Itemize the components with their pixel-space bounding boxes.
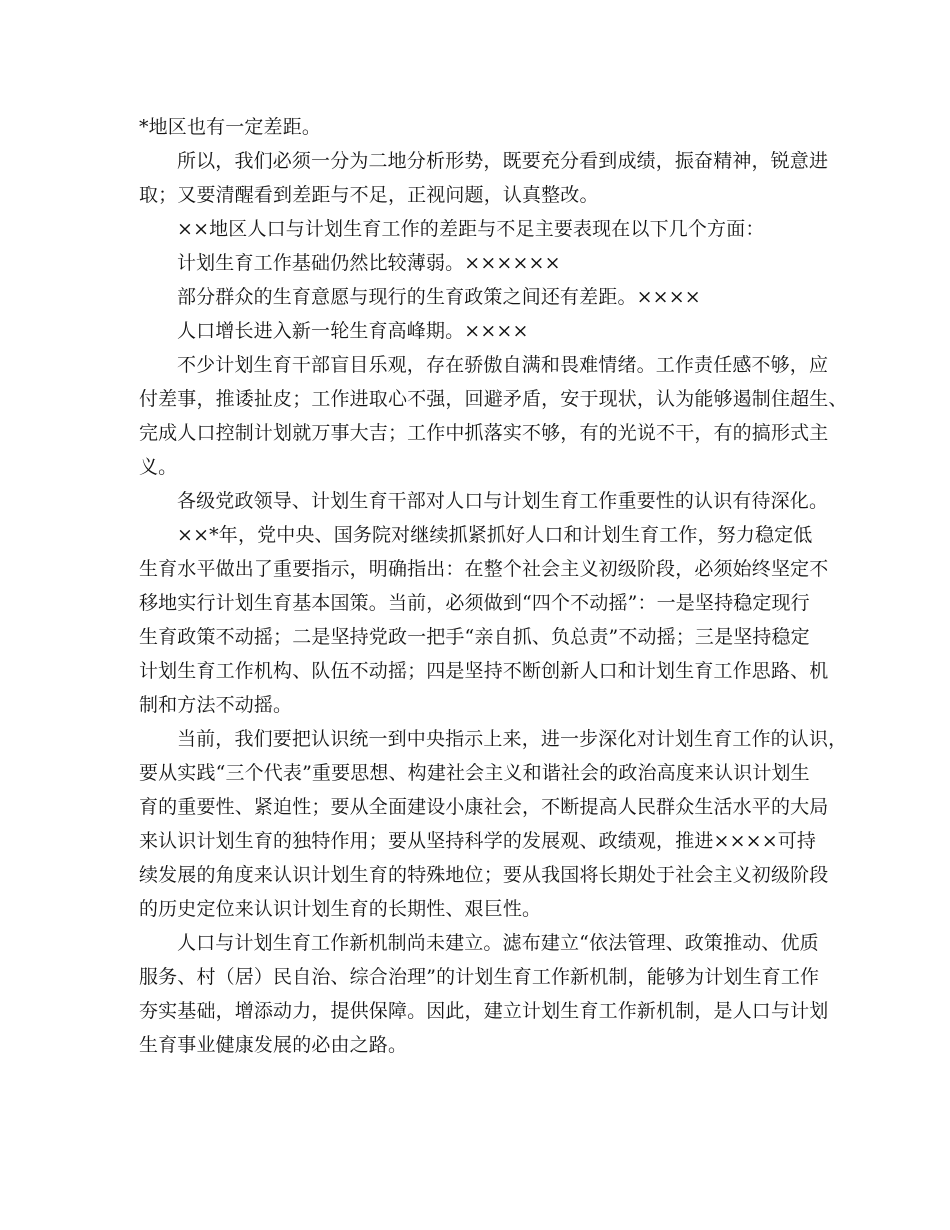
text-line: 制和方法不动摇。 bbox=[139, 694, 293, 716]
text-line: 计划生育工作基础仍然比较薄弱。×××××× bbox=[177, 252, 561, 274]
text-line: 来认识计划生育的独特作用；要从坚持科学的发展观、政绩观，推进××××可持 bbox=[139, 830, 817, 852]
text-line: 育的重要性、紧迫性；要从全面建设小康社会，不断提高人民群众生活水平的大局 bbox=[139, 796, 829, 818]
text-line: 当前，我们要把认识统一到中央指示上来，进一步深化对计划生育工作的认识， bbox=[177, 728, 848, 750]
text-line: 各级党政领导、计划生育干部对人口与计划生育工作重要性的认识有待深化。 bbox=[177, 490, 829, 512]
text-line: 人口增长进入新一轮生育高峰期。×××× bbox=[177, 320, 529, 342]
text-line: 服务、村（居）民自治、综合治理”的计划生育工作新机制，能够为计划生育工作 bbox=[139, 966, 820, 988]
text-line: ××*年，党中央、国务院对继续抓紧抓好人口和计划生育工作，努力稳定低 bbox=[177, 524, 813, 546]
text-line: ××地区人口与计划生育工作的差距与不足主要表现在以下几个方面： bbox=[177, 218, 765, 240]
text-line: 计划生育工作机构、队伍不动摇；四是坚持不断创新人口和计划生育工作思路、机 bbox=[139, 660, 829, 682]
text-line: 取；又要清醒看到差距与不足，正视问题，认真整改。 bbox=[139, 184, 599, 206]
text-line: 部分群众的生育意愿与现行的生育政策之间还有差距。×××× bbox=[177, 286, 701, 308]
text-line: 完成人口控制计划就万事大吉；工作中抓落实不够，有的光说不干，有的搞形式主 bbox=[139, 422, 829, 444]
text-line: 生育水平做出了重要指示，明确指出：在整个社会主义初级阶段，必须始终坚定不 bbox=[139, 558, 829, 580]
text-line: 生育政策不动摇；二是坚持党政一把手“亲自抓、负总责”不动摇；三是坚持稳定 bbox=[139, 626, 810, 648]
text-line: 夯实基础，增添动力，提供保障。因此，建立计划生育工作新机制，是人口与计划 bbox=[139, 1000, 829, 1022]
text-line: 义。 bbox=[139, 456, 178, 478]
document-body bbox=[139, 110, 848, 1062]
text-line: 要从实践“三个代表”重要思想、构建社会主义和谐社会的政治高度来认识计划生 bbox=[139, 762, 810, 784]
text-line: 人口与计划生育工作新机制尚未建立。滤布建立“依法管理、政策推动、优质 bbox=[177, 932, 819, 954]
text-line: 付差事，推诿扯皮；工作进取心不强，回避矛盾，安于现状，认为能够遏制住超生、 bbox=[139, 388, 848, 410]
text-line: 生育事业健康发展的必由之路。 bbox=[139, 1034, 408, 1056]
text-line: 移地实行计划生育基本国策。当前，必须做到“四个不动摇”：一是坚持稳定现行 bbox=[139, 592, 810, 614]
text-line: *地区也有一定差距。 bbox=[139, 116, 322, 138]
text-line: 不少计划生育干部盲目乐观，存在骄傲自满和畏难情绪。工作责任感不够，应 bbox=[177, 354, 829, 376]
text-line: 的历史定位来认识计划生育的长期性、艰巨性。 bbox=[139, 898, 542, 920]
text-line: 所以，我们必须一分为二地分析形势，既要充分看到成绩，振奋精神，锐意进 bbox=[177, 150, 829, 172]
text-line: 续发展的角度来认识计划生育的特殊地位；要从我国将长期处于社会主义初级阶段 bbox=[139, 864, 829, 886]
